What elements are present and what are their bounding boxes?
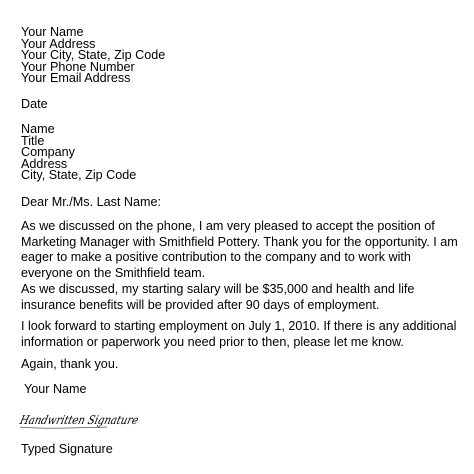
recipient-name: Name — [21, 122, 55, 136]
body-paragraph-3 — [21, 319, 456, 350]
paragraph-line: I look forward to starting employment on July 1, 2010. If there is any additional — [21, 319, 457, 333]
paragraph-line: information or paperwork you need prior to then, please let me know. — [21, 334, 404, 349]
recipient-address-block — [21, 124, 136, 182]
sender-email: Your Email Address — [21, 71, 131, 85]
paragraph-line: As we discussed on the phone, I am very pleased to accept the position of — [21, 219, 435, 233]
typed-signature: Typed Signature — [21, 442, 113, 456]
body-paragraph-2 — [21, 282, 414, 313]
closing-line: Again, thank you. — [21, 357, 119, 371]
paragraph-line: eager to make a positive contribution to the company and to work with — [21, 250, 411, 265]
recipient-title: Title — [21, 133, 45, 148]
handwritten-signature-text: Handwritten Signature — [18, 413, 163, 427]
paragraph-line: As we discussed, my starting salary will be $35,000 and health and life — [21, 282, 415, 296]
handwritten-signature — [17, 409, 163, 431]
recipient-company: Company — [21, 145, 75, 159]
salutation: Dear Mr./Ms. Last Name: — [21, 195, 161, 209]
closing-name: Your Name — [24, 382, 87, 396]
paragraph-line: everyone on the Smithfield team. — [21, 265, 206, 280]
sender-address-block — [21, 27, 165, 85]
sender-address: Your Address — [21, 36, 96, 51]
signature-flourish — [20, 427, 107, 428]
body-paragraph-1 — [21, 219, 458, 281]
letter-date: Date — [21, 97, 48, 111]
sender-phone: Your Phone Number — [21, 59, 135, 74]
sender-city-state-zip: Your City, State, Zip Code — [21, 48, 166, 62]
recipient-address: Address — [21, 156, 68, 171]
paragraph-line: Marketing Manager with Smithfield Pottery. Thank you for the opportunity. I am — [21, 234, 458, 249]
paragraph-line: insurance benefits will be provided after 90 days of employment. — [21, 297, 380, 312]
recipient-city-state-zip: City, State, Zip Code — [21, 168, 137, 182]
sender-name: Your Name — [21, 25, 84, 39]
